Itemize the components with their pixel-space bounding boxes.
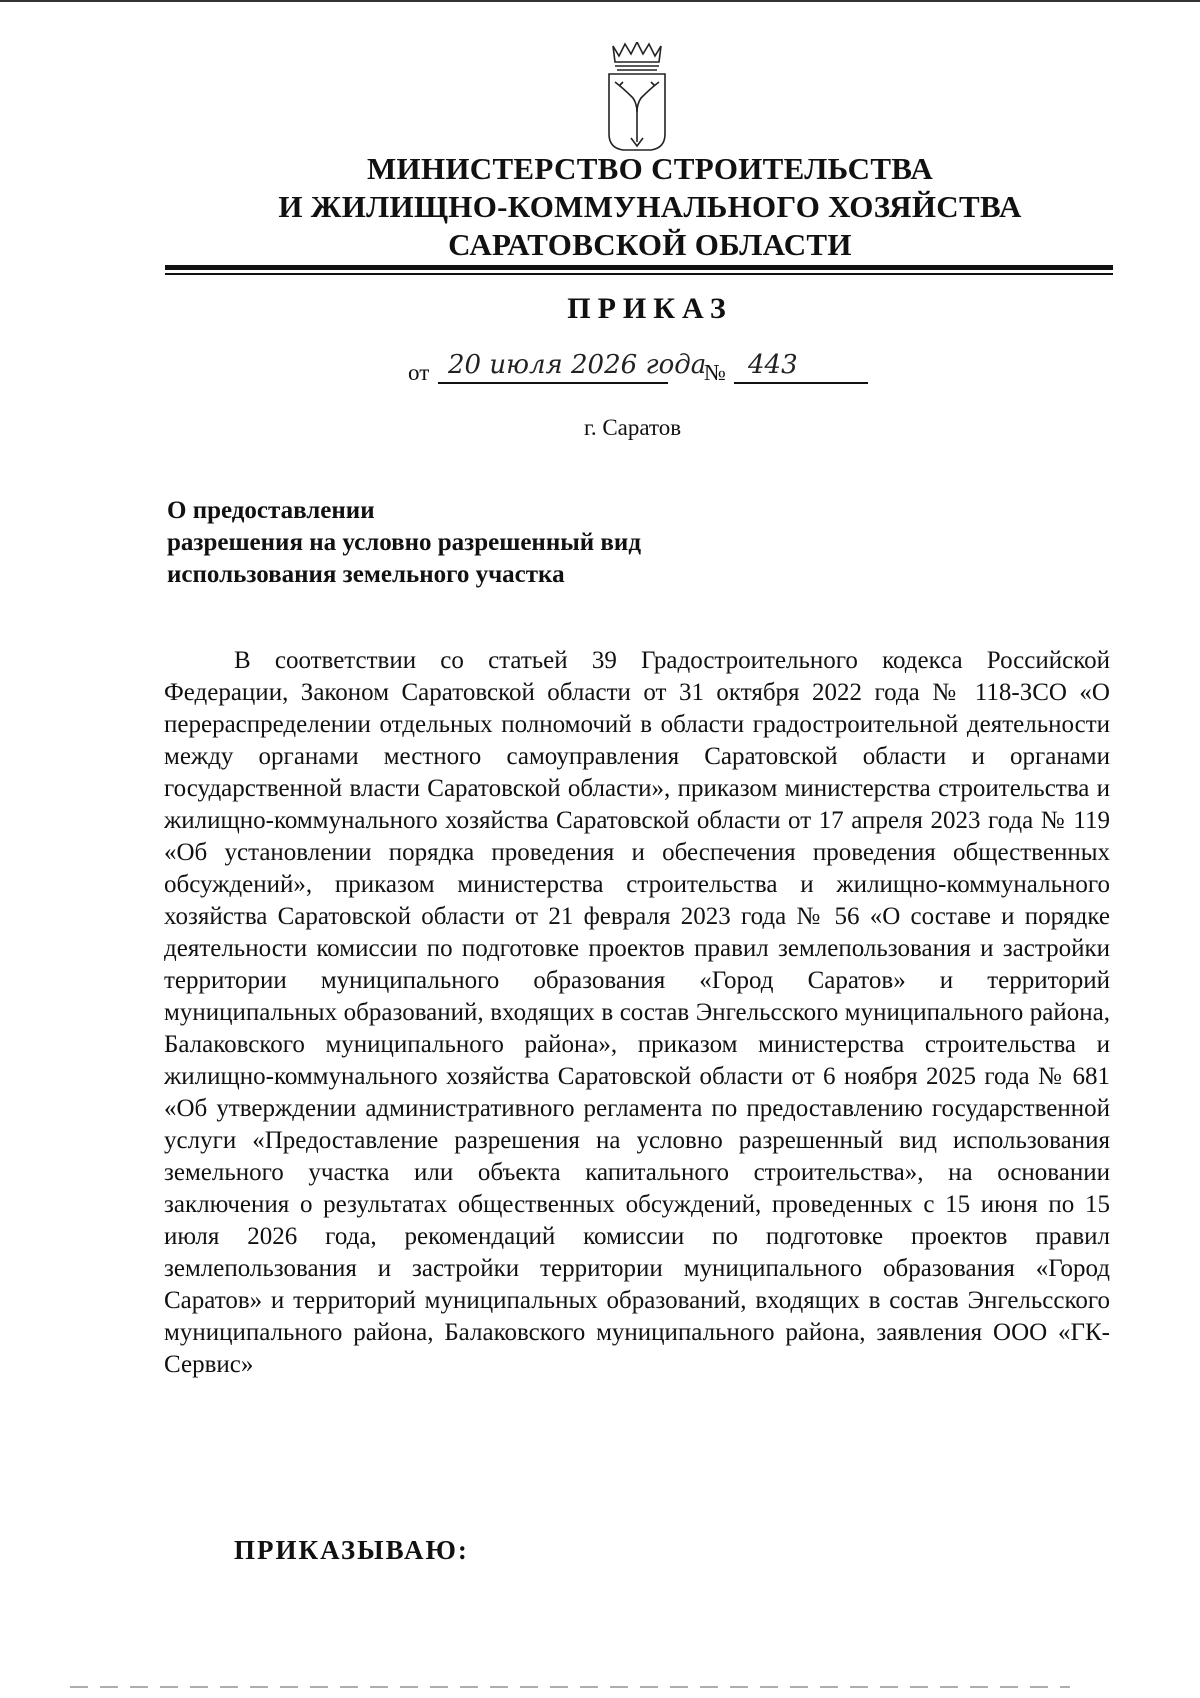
subject-line-1: О предоставлении <box>167 497 375 524</box>
ministry-name <box>150 150 1150 264</box>
handwritten-number: 443 <box>748 350 798 380</box>
number-prefix: № <box>704 360 726 385</box>
document-type-title: ПРИКАЗ <box>567 292 733 325</box>
order-subject <box>167 495 641 591</box>
header-divider-thin <box>165 273 1113 275</box>
subject-line-2: разрешения на условно разрешенный вид <box>167 529 641 556</box>
order-command: ПРИКАЗЫВАЮ: <box>234 1535 469 1565</box>
ministry-line-3: САРАТОВСКОЙ ОБЛАСТИ <box>448 227 852 262</box>
ministry-line-2: И ЖИЛИЩНО-КОММУНАЛЬНОГО ХОЗЯЙСТВА <box>278 189 1022 224</box>
ministry-line-1: МИНИСТЕРСТВО СТРОИТЕЛЬСТВА <box>366 151 934 186</box>
scan-artifact-line <box>70 1686 1070 1688</box>
issue-city: г. Саратов <box>584 415 682 440</box>
handwritten-date: 20 июля 2026 года <box>448 350 707 380</box>
preamble-paragraph: В соответствии со статьей 39 Градостроительного кодекса Российской Федерации, Законом Саратовской области от 31 октября 2022 года № 118-ЗСО «О перераспределении отдельных полномочий в области градостроительной деятельности между органами местного самоуправления Саратовской области и органами государственной власти Саратовской области», приказом министерства строительства и жилищно-коммунального хозяйства Саратовской области от 17 апреля 2023 года № 119 «Об установлении порядка проведения и обеспечения проведения общественных обсуждений», приказом министерства строительства и жилищно-коммунального хозяйства Саратовской области от 21 февраля 2023 года № 56 «О составе и порядке деятельности комиссии по подготовке проектов правил землепользования и застройки территории муниципального образования «Город Саратов» и территорий муниципальных образований, входящих в состав Энгельсского муниципального района, Балаковского муниципального района», приказом министерства строительства и жилищно-коммунального хозяйства Саратовской области от 6 ноября 2025 года № 681 «Об утверждении административного регламента по предоставлению государственной услуги «Предоставление разрешения на условно разрешенный вид использования земельного участка или объекта капитального строительства», на основании заключения о результатах общественных обсуждений, проведенных с 15 июня по 15 июля 2026 года, рекомендаций комиссии по подготовке проектов правил землепользования и застройки территории муниципального образования «Город Саратов» и территорий муниципальных образований, входящих в состав Энгельсского муниципального района, Балаковского муниципального района, заявления ООО «ГК-Сервис» <box>164 647 1110 1378</box>
page-top-border <box>0 0 1200 2</box>
number-underline <box>734 382 868 384</box>
date-prefix: от <box>408 360 430 385</box>
coat-of-arms-icon <box>605 42 669 154</box>
subject-line-3: использования земельного участка <box>167 561 565 588</box>
date-underline <box>438 382 668 384</box>
header-divider-thick <box>165 265 1113 270</box>
